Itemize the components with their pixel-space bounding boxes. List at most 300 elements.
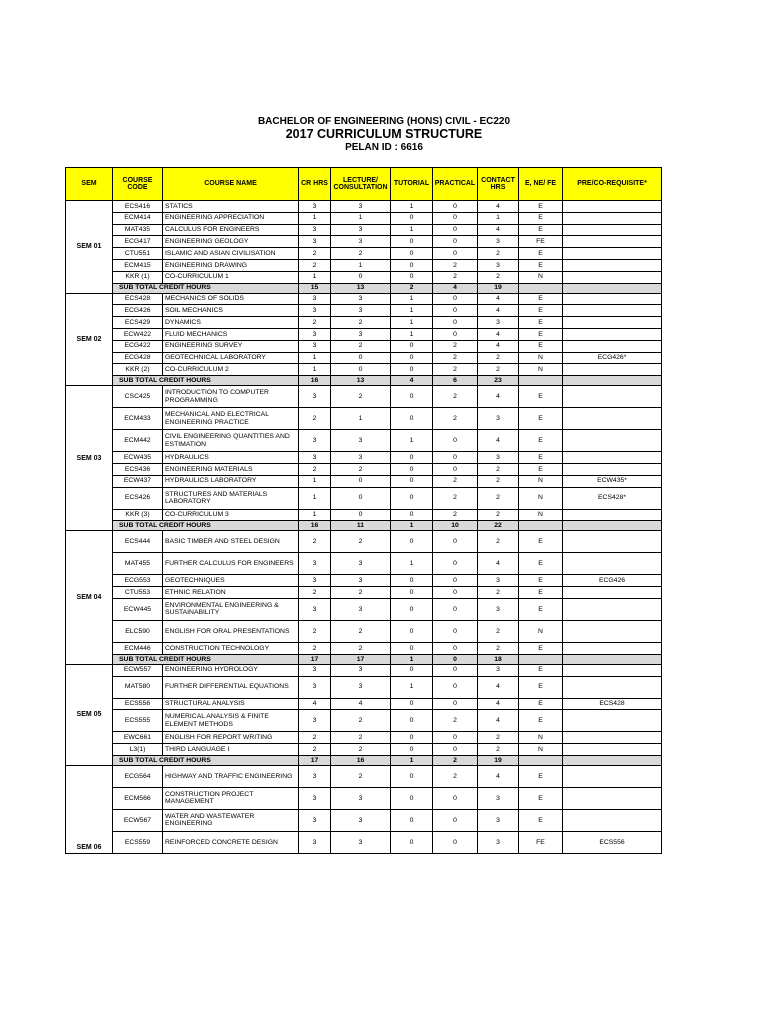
subtotal-empty-cell — [563, 376, 662, 386]
credit-hours: 2 — [299, 587, 331, 599]
contact-hours: 3 — [478, 317, 519, 329]
course-type: E — [519, 212, 563, 224]
subtotal-label: SUB TOTAL CREDIT HOURS — [113, 755, 299, 765]
course-name: MECHANICAL AND ELECTRICAL ENGINEERING PRACTICE — [163, 408, 299, 430]
subtotal-empty-cell — [563, 521, 662, 531]
subtotal-contact: 19 — [478, 283, 519, 293]
practical-hours: 0 — [433, 744, 478, 756]
table-row — [66, 236, 662, 248]
course-type: E — [519, 452, 563, 464]
table-row — [66, 642, 662, 654]
subtotal-empty-cell — [563, 755, 662, 765]
contact-hours: 1 — [478, 212, 519, 224]
subtotal-empty-cell — [563, 654, 662, 664]
credit-hours: 3 — [299, 676, 331, 698]
subtotal-contact: 18 — [478, 654, 519, 664]
credit-hours: 3 — [299, 236, 331, 248]
table-row — [66, 271, 662, 283]
course-name: STATICS — [163, 201, 299, 213]
table-row — [66, 553, 662, 575]
course-code: KKR (1) — [113, 271, 163, 283]
course-name: REINFORCED CONCRETE DESIGN — [163, 831, 299, 853]
practical-hours: 2 — [433, 408, 478, 430]
tutorial-hours: 0 — [391, 732, 433, 744]
practical-hours: 0 — [433, 676, 478, 698]
practical-hours: 0 — [433, 224, 478, 236]
prerequisite — [563, 463, 662, 475]
prerequisite — [563, 744, 662, 756]
contact-hours: 2 — [478, 587, 519, 599]
subtotal-contact: 23 — [478, 376, 519, 386]
practical-hours: 0 — [433, 831, 478, 853]
credit-hours: 1 — [299, 509, 331, 521]
course-type: E — [519, 408, 563, 430]
course-name: CIVIL ENGINEERING QUANTITIES AND ESTIMATION — [163, 430, 299, 452]
course-name: FLUID MECHANICS — [163, 328, 299, 340]
tutorial-hours: 0 — [391, 259, 433, 271]
course-code: L3(1) — [113, 744, 163, 756]
lecture-hours: 3 — [331, 236, 391, 248]
prerequisite: ECS428 — [563, 698, 662, 710]
course-type: E — [519, 224, 563, 236]
subtotal-empty-cell — [519, 283, 563, 293]
lecture-hours: 0 — [331, 509, 391, 521]
course-name: WATER AND WASTEWATER ENGINEERING — [163, 809, 299, 831]
course-code: ECM415 — [113, 259, 163, 271]
table-row — [66, 664, 662, 676]
lecture-hours: 2 — [331, 340, 391, 352]
subtotal-prac: 6 — [433, 376, 478, 386]
course-code: CTU553 — [113, 587, 163, 599]
course-type: N — [519, 487, 563, 509]
prerequisite — [563, 248, 662, 260]
contact-hours: 3 — [478, 259, 519, 271]
tutorial-hours: 0 — [391, 744, 433, 756]
practical-hours: 0 — [433, 248, 478, 260]
subtotal-row — [66, 755, 662, 765]
table-row — [66, 452, 662, 464]
lecture-hours: 3 — [331, 430, 391, 452]
prerequisite: ECS556 — [563, 831, 662, 853]
practical-hours: 2 — [433, 765, 478, 787]
course-code: ECS429 — [113, 317, 163, 329]
course-code: ECM442 — [113, 430, 163, 452]
lecture-hours: 3 — [331, 598, 391, 620]
credit-hours: 2 — [299, 408, 331, 430]
credit-hours: 3 — [299, 598, 331, 620]
subtotal-cr: 17 — [299, 755, 331, 765]
subtotal-contact: 19 — [478, 755, 519, 765]
course-name: HYDRAULICS LABORATORY — [163, 475, 299, 487]
course-type: E — [519, 328, 563, 340]
course-type: E — [519, 587, 563, 599]
lecture-hours: 2 — [331, 317, 391, 329]
contact-hours: 2 — [478, 475, 519, 487]
table-row — [66, 509, 662, 521]
prerequisite: ECS428* — [563, 487, 662, 509]
course-code: ECM446 — [113, 642, 163, 654]
table-row — [66, 732, 662, 744]
tutorial-hours: 0 — [391, 386, 433, 408]
course-type: E — [519, 787, 563, 809]
course-code: ECG564 — [113, 765, 163, 787]
course-name: CONSTRUCTION PROJECT MANAGEMENT — [163, 787, 299, 809]
course-code: KKR (3) — [113, 509, 163, 521]
contact-hours: 3 — [478, 236, 519, 248]
credit-hours: 1 — [299, 352, 331, 364]
course-name: DYNAMICS — [163, 317, 299, 329]
course-type: N — [519, 509, 563, 521]
column-header: COURSE NAME — [163, 168, 299, 201]
course-name: ENVIRONMENTAL ENGINEERING & SUSTAINABILITY — [163, 598, 299, 620]
credit-hours: 3 — [299, 809, 331, 831]
course-name: STRUCTURAL ANALYSIS — [163, 698, 299, 710]
credit-hours: 2 — [299, 317, 331, 329]
prerequisite — [563, 328, 662, 340]
credit-hours: 3 — [299, 452, 331, 464]
prerequisite — [563, 809, 662, 831]
subtotal-lec: 13 — [331, 376, 391, 386]
table-row — [66, 386, 662, 408]
credit-hours: 4 — [299, 698, 331, 710]
course-code: ECS416 — [113, 201, 163, 213]
lecture-hours: 0 — [331, 487, 391, 509]
lecture-hours: 3 — [331, 328, 391, 340]
tutorial-hours: 1 — [391, 201, 433, 213]
subtotal-empty-cell — [563, 283, 662, 293]
column-header: CONTACT HRS — [478, 168, 519, 201]
prerequisite — [563, 553, 662, 575]
program-title: BACHELOR OF ENGINEERING (HONS) CIVIL - EC220 — [257, 116, 511, 127]
column-header: SEM — [66, 168, 113, 201]
course-code: ECG426 — [113, 305, 163, 317]
lecture-hours: 0 — [331, 475, 391, 487]
course-code: ECG417 — [113, 236, 163, 248]
prerequisite — [563, 509, 662, 521]
subtotal-row — [66, 654, 662, 664]
credit-hours: 1 — [299, 475, 331, 487]
credit-hours: 3 — [299, 201, 331, 213]
prerequisite — [563, 732, 662, 744]
table-row — [66, 430, 662, 452]
credit-hours: 3 — [299, 328, 331, 340]
lecture-hours: 3 — [331, 305, 391, 317]
table-row — [66, 224, 662, 236]
prerequisite — [563, 531, 662, 553]
practical-hours: 0 — [433, 787, 478, 809]
practical-hours: 0 — [433, 575, 478, 587]
credit-hours: 3 — [299, 831, 331, 853]
practical-hours: 2 — [433, 364, 478, 376]
credit-hours: 1 — [299, 487, 331, 509]
credit-hours: 2 — [299, 744, 331, 756]
curriculum-body — [66, 201, 662, 854]
course-type: N — [519, 364, 563, 376]
prerequisite — [563, 620, 662, 642]
course-name: INTRODUCTION TO COMPUTER PROGRAMMING — [163, 386, 299, 408]
subtotal-prac: 4 — [433, 283, 478, 293]
prerequisite — [563, 236, 662, 248]
contact-hours: 4 — [478, 710, 519, 732]
prerequisite — [563, 587, 662, 599]
table-row — [66, 744, 662, 756]
course-name: ENGINEERING SURVEY — [163, 340, 299, 352]
credit-hours: 1 — [299, 212, 331, 224]
lecture-hours: 3 — [331, 293, 391, 305]
course-name: SOIL MECHANICS — [163, 305, 299, 317]
lecture-hours: 2 — [331, 463, 391, 475]
prerequisite — [563, 787, 662, 809]
course-type: E — [519, 317, 563, 329]
credit-hours: 2 — [299, 259, 331, 271]
course-name: HIGHWAY AND TRAFFIC ENGINEERING — [163, 765, 299, 787]
tutorial-hours: 0 — [391, 664, 433, 676]
subtotal-cr: 15 — [299, 283, 331, 293]
course-type: E — [519, 676, 563, 698]
lecture-hours: 3 — [331, 831, 391, 853]
tutorial-hours: 0 — [391, 271, 433, 283]
tutorial-hours: 0 — [391, 364, 433, 376]
practical-hours: 2 — [433, 340, 478, 352]
course-name: GEOTECHNICAL LABORATORY — [163, 352, 299, 364]
semester-label: SEM 06 — [66, 765, 113, 853]
practical-hours: 0 — [433, 463, 478, 475]
table-row — [66, 831, 662, 853]
contact-hours: 4 — [478, 328, 519, 340]
prerequisite — [563, 364, 662, 376]
tutorial-hours: 0 — [391, 408, 433, 430]
practical-hours: 0 — [433, 212, 478, 224]
lecture-hours: 3 — [331, 452, 391, 464]
table-row — [66, 598, 662, 620]
credit-hours: 1 — [299, 364, 331, 376]
course-code: ECM566 — [113, 787, 163, 809]
practical-hours: 0 — [433, 531, 478, 553]
tutorial-hours: 0 — [391, 340, 433, 352]
course-code: ECS444 — [113, 531, 163, 553]
course-type: E — [519, 531, 563, 553]
practical-hours: 0 — [433, 293, 478, 305]
table-row — [66, 364, 662, 376]
course-name: NUMERICAL ANALYSIS & FINITE ELEMENT METHODS — [163, 710, 299, 732]
credit-hours: 2 — [299, 248, 331, 260]
credit-hours: 1 — [299, 271, 331, 283]
prerequisite — [563, 642, 662, 654]
course-type: FE — [519, 831, 563, 853]
practical-hours: 0 — [433, 698, 478, 710]
table-row — [66, 463, 662, 475]
course-type: E — [519, 598, 563, 620]
course-code: MAT455 — [113, 553, 163, 575]
prerequisite — [563, 598, 662, 620]
tutorial-hours: 0 — [391, 587, 433, 599]
prerequisite — [563, 765, 662, 787]
course-code: ECS426 — [113, 487, 163, 509]
contact-hours: 3 — [478, 452, 519, 464]
table-row — [66, 201, 662, 213]
course-type: E — [519, 248, 563, 260]
course-type: E — [519, 642, 563, 654]
prerequisite — [563, 224, 662, 236]
course-name: ENGLISH FOR REPORT WRITING — [163, 732, 299, 744]
tutorial-hours: 0 — [391, 236, 433, 248]
column-header: TUTORIAL — [391, 168, 433, 201]
subtotal-empty-cell — [519, 755, 563, 765]
course-type: E — [519, 698, 563, 710]
course-name: CO-CURRICULUM 2 — [163, 364, 299, 376]
course-name: MECHANICS OF SOLIDS — [163, 293, 299, 305]
lecture-hours: 1 — [331, 408, 391, 430]
practical-hours: 0 — [433, 236, 478, 248]
course-code: ECM433 — [113, 408, 163, 430]
credit-hours: 3 — [299, 710, 331, 732]
course-code: ECW567 — [113, 809, 163, 831]
course-type: N — [519, 271, 563, 283]
tutorial-hours: 1 — [391, 317, 433, 329]
table-row — [66, 698, 662, 710]
course-type: E — [519, 201, 563, 213]
course-type: N — [519, 744, 563, 756]
subtotal-lec: 11 — [331, 521, 391, 531]
tutorial-hours: 0 — [391, 787, 433, 809]
column-header: PRE/CO-REQUISITE* — [563, 168, 662, 201]
contact-hours: 3 — [478, 575, 519, 587]
tutorial-hours: 0 — [391, 765, 433, 787]
subtotal-label: SUB TOTAL CREDIT HOURS — [113, 521, 299, 531]
contact-hours: 2 — [478, 271, 519, 283]
prerequisite — [563, 386, 662, 408]
subtotal-contact: 22 — [478, 521, 519, 531]
subtotal-cr: 17 — [299, 654, 331, 664]
tutorial-hours: 0 — [391, 509, 433, 521]
curriculum-table — [65, 167, 662, 854]
prerequisite — [563, 305, 662, 317]
lecture-hours: 0 — [331, 271, 391, 283]
course-code: EWC661 — [113, 732, 163, 744]
course-code: ECW437 — [113, 475, 163, 487]
subtotal-tut: 2 — [391, 283, 433, 293]
course-code: ECS436 — [113, 463, 163, 475]
course-code: CTU551 — [113, 248, 163, 260]
credit-hours: 3 — [299, 430, 331, 452]
practical-hours: 0 — [433, 809, 478, 831]
course-code: KKR (2) — [113, 364, 163, 376]
table-row — [66, 352, 662, 364]
subtotal-row — [66, 376, 662, 386]
practical-hours: 2 — [433, 259, 478, 271]
lecture-hours: 2 — [331, 744, 391, 756]
practical-hours: 0 — [433, 598, 478, 620]
course-name: ENGLISH FOR ORAL PRESENTATIONS — [163, 620, 299, 642]
subtotal-lec: 16 — [331, 755, 391, 765]
course-type: E — [519, 340, 563, 352]
credit-hours: 3 — [299, 575, 331, 587]
course-code: ECG422 — [113, 340, 163, 352]
prerequisite — [563, 293, 662, 305]
subtotal-empty-cell — [519, 654, 563, 664]
contact-hours: 2 — [478, 744, 519, 756]
prerequisite — [563, 271, 662, 283]
prerequisite: ECG426 — [563, 575, 662, 587]
contact-hours: 2 — [478, 487, 519, 509]
credit-hours: 3 — [299, 553, 331, 575]
tutorial-hours: 1 — [391, 293, 433, 305]
tutorial-hours: 0 — [391, 809, 433, 831]
prerequisite: ECW435* — [563, 475, 662, 487]
practical-hours: 2 — [433, 487, 478, 509]
practical-hours: 0 — [433, 305, 478, 317]
contact-hours: 2 — [478, 732, 519, 744]
table-row — [66, 487, 662, 509]
tutorial-hours: 0 — [391, 531, 433, 553]
course-code: ECW435 — [113, 452, 163, 464]
table-row — [66, 531, 662, 553]
subtotal-lec: 17 — [331, 654, 391, 664]
course-name: GEOTECHNIQUES — [163, 575, 299, 587]
contact-hours: 4 — [478, 698, 519, 710]
subtotal-cr: 16 — [299, 376, 331, 386]
lecture-hours: 4 — [331, 698, 391, 710]
semester-label: SEM 05 — [66, 664, 113, 765]
course-type: E — [519, 664, 563, 676]
subtotal-empty-cell — [519, 376, 563, 386]
subtotal-tut: 1 — [391, 654, 433, 664]
tutorial-hours: 0 — [391, 487, 433, 509]
subtotal-empty-cell — [519, 521, 563, 531]
prerequisite — [563, 664, 662, 676]
subtotal-cr: 16 — [299, 521, 331, 531]
course-type: E — [519, 809, 563, 831]
course-type: E — [519, 710, 563, 732]
course-type: E — [519, 553, 563, 575]
practical-hours: 0 — [433, 642, 478, 654]
contact-hours: 3 — [478, 408, 519, 430]
table-row — [66, 587, 662, 599]
practical-hours: 0 — [433, 620, 478, 642]
contact-hours: 4 — [478, 224, 519, 236]
prerequisite — [563, 212, 662, 224]
table-row — [66, 340, 662, 352]
table-header-row — [66, 168, 662, 201]
credit-hours: 3 — [299, 293, 331, 305]
lecture-hours: 2 — [331, 620, 391, 642]
contact-hours: 3 — [478, 787, 519, 809]
subtotal-label: SUB TOTAL CREDIT HOURS — [113, 654, 299, 664]
table-row — [66, 248, 662, 260]
course-name: CO-CURRICULUM 1 — [163, 271, 299, 283]
table-row — [66, 317, 662, 329]
column-header: PRACTICAL — [433, 168, 478, 201]
tutorial-hours: 1 — [391, 305, 433, 317]
course-code: ECS555 — [113, 710, 163, 732]
credit-hours: 2 — [299, 531, 331, 553]
table-row — [66, 212, 662, 224]
contact-hours: 4 — [478, 676, 519, 698]
contact-hours: 4 — [478, 305, 519, 317]
prerequisite — [563, 201, 662, 213]
lecture-hours: 1 — [331, 212, 391, 224]
course-name: FURTHER DIFFERENTIAL EQUATIONS — [163, 676, 299, 698]
course-name: ISLAMIC AND ASIAN CIVILISATION — [163, 248, 299, 260]
course-type: N — [519, 352, 563, 364]
lecture-hours: 3 — [331, 809, 391, 831]
course-name: ETHNIC RELATION — [163, 587, 299, 599]
contact-hours: 4 — [478, 765, 519, 787]
practical-hours: 2 — [433, 509, 478, 521]
course-code: CSC425 — [113, 386, 163, 408]
table-row — [66, 676, 662, 698]
tutorial-hours: 0 — [391, 475, 433, 487]
